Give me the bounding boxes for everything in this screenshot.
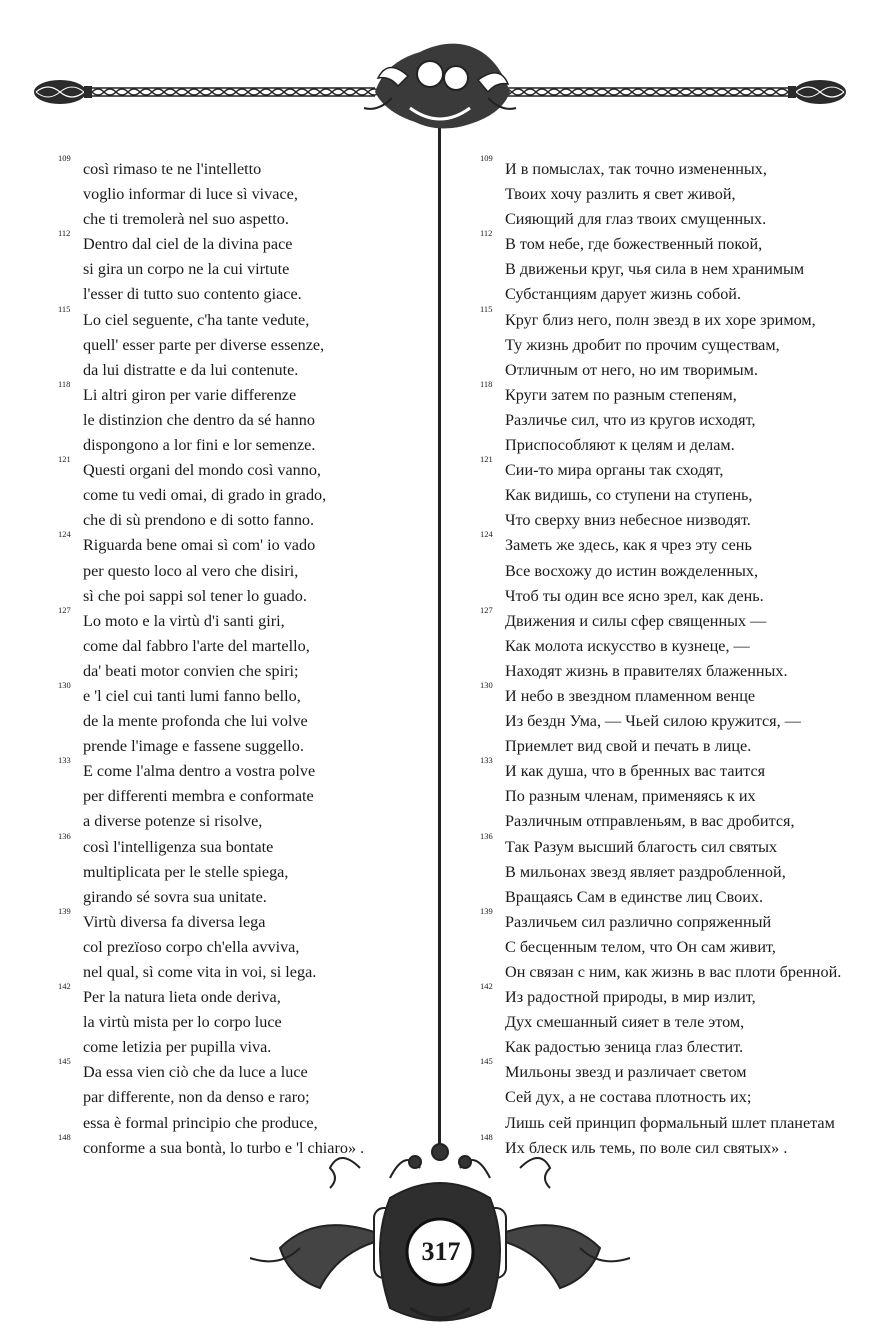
verse-text: Круг близ него, полн звезд в их хоре зримом, <box>505 310 816 329</box>
line-number: 109 <box>58 153 71 163</box>
left-braided-rod <box>92 88 380 96</box>
left-finial-icon <box>34 80 92 104</box>
verse-text: quell' esser parte per diverse essenze, <box>83 335 325 354</box>
verse-line <box>50 257 430 282</box>
verse-line <box>50 358 430 383</box>
verse-text: Приспособляют к целям и делам. <box>505 436 735 455</box>
line-number: 142 <box>58 981 71 992</box>
verse-line <box>472 679 852 709</box>
verse-text: Сияющий для глаз твоих смущенных. <box>505 210 767 229</box>
stanza <box>472 529 852 608</box>
verse-text: così rimaso te ne l'intelletto <box>83 160 262 178</box>
center-divider-rule <box>438 128 441 1158</box>
line-number: 118 <box>480 378 493 389</box>
verse-line <box>50 1010 430 1035</box>
verse-text: da lui distratte e da lui contenute. <box>83 360 299 379</box>
verse-line <box>472 1056 852 1085</box>
verse-text: Dentro dal ciel de la divina pace <box>83 235 293 254</box>
stanza <box>50 529 430 608</box>
verse-line <box>50 784 430 809</box>
verse-text: В движеньи круг, чья сила в нем хранимым <box>505 260 805 279</box>
verse-line <box>472 358 852 383</box>
verse-line <box>472 508 852 533</box>
verse-text: Как радостью зеница глаз блестит. <box>505 1038 744 1057</box>
verse-line <box>472 809 852 834</box>
verse-line <box>472 257 852 282</box>
verse-text: Все восхожу до истин вожделенных, <box>505 561 759 580</box>
verse-text: che di sù prendono e di sotto fanno. <box>83 511 315 530</box>
line-number: 121 <box>480 454 493 465</box>
line-number: 115 <box>58 303 71 314</box>
verse-line <box>50 454 430 483</box>
verse-line <box>472 659 852 684</box>
verse-text: Круги затем по разным степеням, <box>505 385 737 404</box>
verse-line <box>472 860 852 885</box>
verse-text: В мильонах звезд являет раздробленной, <box>505 862 786 881</box>
verse-line <box>472 885 852 910</box>
verse-text: per differenti membra e conformate <box>83 787 314 806</box>
verse-line <box>472 483 852 508</box>
verse-text: В том небе, где божественный покой, <box>505 235 763 254</box>
line-number: 109 <box>480 153 493 163</box>
verse-line <box>50 755 430 784</box>
verse-line <box>50 860 430 885</box>
verse-text: che ti tremolerà nel suo aspetto. <box>83 210 289 229</box>
verse-line <box>472 378 852 408</box>
verse-text: Различьем сил различно сопряженный <box>505 912 772 931</box>
verse-line <box>50 935 430 960</box>
verse-text: multiplicata per le stelle spiega, <box>83 862 289 881</box>
verse-text: И как душа, что в бренных вас таится <box>505 762 766 781</box>
stanza <box>50 1056 430 1135</box>
russian-column <box>472 153 852 1161</box>
verse-line <box>472 604 852 634</box>
verse-text: Lo moto e la virtù d'i santi giri, <box>83 611 285 630</box>
verse-line <box>472 454 852 483</box>
verse-line <box>50 809 430 834</box>
line-number: 145 <box>58 1056 71 1067</box>
stanza <box>472 228 852 307</box>
line-number: 139 <box>58 905 71 916</box>
verse-text: così l'intelligenza sua bontate <box>83 837 274 856</box>
verse-line <box>472 784 852 809</box>
line-number: 148 <box>58 1131 71 1142</box>
verse-text: Приемлет вид свой и печать в лице. <box>505 737 752 756</box>
verse-text: Отличным от него, но им творимым. <box>505 360 758 379</box>
line-number: 127 <box>58 604 71 615</box>
verse-line <box>50 529 430 558</box>
verse-line <box>50 508 430 533</box>
stanza <box>472 1056 852 1135</box>
line-number: 145 <box>480 1056 493 1067</box>
stanza <box>472 981 852 1060</box>
verse-line <box>50 408 430 433</box>
verse-text: sì che poi sappi sol tener lo guado. <box>83 586 307 605</box>
stanza <box>472 153 852 232</box>
stanza <box>50 905 430 985</box>
verse-line <box>50 604 430 634</box>
line-number: 148 <box>480 1131 493 1142</box>
right-braided-rod <box>500 88 788 96</box>
verse-line <box>50 153 430 182</box>
verse-line <box>50 483 430 508</box>
verse-line <box>472 1085 852 1110</box>
line-number: 112 <box>480 228 493 239</box>
line-number: 124 <box>480 529 493 540</box>
verse-text: a diverse potenze si risolve, <box>83 812 263 831</box>
line-number: 130 <box>58 679 71 690</box>
stanza <box>472 378 852 458</box>
verse-line <box>50 1085 430 1110</box>
verse-line <box>472 960 852 985</box>
verse-text: Ту жизнь дробит по прочим существам, <box>505 335 780 354</box>
verse-text: Из бездн Ума, — Чьей силою кружится, — <box>505 712 801 731</box>
stanza <box>50 604 430 684</box>
line-number: 142 <box>480 981 493 992</box>
verse-text: l'esser di tutto suo contento giace. <box>83 285 302 304</box>
verse-line <box>472 333 852 358</box>
verse-line <box>50 378 430 408</box>
stanza <box>50 830 430 910</box>
verse-text: Мильоны звезд и различает светом <box>505 1063 747 1082</box>
stanza <box>472 679 852 759</box>
italian-column <box>50 153 430 1161</box>
verse-text: Твоих хочу разлить я свет живой, <box>505 185 736 204</box>
verse-text: С бесценным телом, что Он сам живит, <box>505 937 776 956</box>
stanza <box>50 981 430 1060</box>
verse-line <box>472 1035 852 1060</box>
verse-line <box>50 679 430 709</box>
verse-line <box>50 559 430 584</box>
stanza <box>472 604 852 684</box>
verse-line <box>50 734 430 759</box>
verse-line <box>472 207 852 232</box>
stanza <box>50 755 430 834</box>
verse-text: Лишь сей принцип формальный шлет планетам <box>505 1113 835 1132</box>
verse-text: la virtù mista per lo corpo luce <box>83 1013 282 1032</box>
verse-text: Questi organi del mondo così vanno, <box>83 461 321 480</box>
verse-line <box>50 905 430 935</box>
verse-line <box>50 659 430 684</box>
page-number: 317 <box>421 1237 461 1266</box>
verse-text: Вращаясь Сам в единстве лиц Своих. <box>505 887 763 906</box>
verse-text: По разным членам, применяясь к их <box>505 787 756 806</box>
line-number: 136 <box>58 830 71 841</box>
verse-line <box>50 182 430 207</box>
verse-line <box>472 981 852 1010</box>
verse-line <box>50 1035 430 1060</box>
verse-text: Заметь же здесь, как я чрез эту сень <box>505 536 752 555</box>
line-number: 136 <box>480 830 493 841</box>
verse-text: Находят жизнь в правителях блаженных. <box>505 661 788 680</box>
verse-line <box>50 228 430 257</box>
line-number: 139 <box>480 905 493 916</box>
verse-line <box>472 1111 852 1136</box>
verse-text: voglio informar di luce sì vivace, <box>83 185 298 204</box>
verse-line <box>50 960 430 985</box>
verse-line <box>50 885 430 910</box>
line-number: 112 <box>58 228 71 239</box>
verse-text: Различье сил, что из кругов исходят, <box>505 410 756 429</box>
verse-text: И небо в звездном пламенном венце <box>505 686 756 705</box>
verse-text: come dal fabbro l'arte del martello, <box>83 636 310 655</box>
verse-text: И в помыслах, так точно измененных, <box>505 160 767 178</box>
verse-line <box>50 303 430 333</box>
verse-text: come letizia per pupilla viva. <box>83 1038 272 1057</box>
verse-text: Virtù diversa fa diversa lega <box>83 912 266 931</box>
verse-text: Riguarda bene omai sì com' io vado <box>83 536 316 555</box>
stanza <box>50 303 430 383</box>
verse-line <box>472 935 852 960</box>
verse-text: essa è formal principio che produce, <box>83 1113 318 1132</box>
verse-line <box>472 755 852 784</box>
verse-text: col prezïoso corpo ch'ella avviva, <box>83 937 300 956</box>
verse-text: Дух смешанный сияет в теле этом, <box>505 1013 745 1032</box>
verse-line <box>50 1056 430 1085</box>
verse-text: conforme a sua bontà, lo turbo e 'l chiaro» . <box>83 1138 365 1157</box>
line-number: 127 <box>480 604 493 615</box>
verse-line <box>472 282 852 307</box>
verse-text: Из радостной природы, в мир излит, <box>505 988 756 1007</box>
verse-line <box>472 830 852 860</box>
verse-text: Da essa vien ciò che da luce a luce <box>83 1063 308 1082</box>
verse-text: Так Разум высший благость сил святых <box>505 837 778 856</box>
verse-line <box>472 709 852 734</box>
stanza <box>50 454 430 533</box>
right-finial-icon <box>788 80 846 104</box>
verse-text: Как видишь, со ступени на ступень, <box>505 486 753 505</box>
verse-text: Движения и силы сфер священных — <box>505 611 767 630</box>
verse-line <box>50 709 430 734</box>
stanza <box>50 153 430 232</box>
verse-line <box>472 1010 852 1035</box>
verse-line <box>472 584 852 609</box>
verse-text: Субстанциям дарует жизнь собой. <box>505 285 742 304</box>
stanza <box>472 830 852 910</box>
verse-text: si gira un corpo ne la cui virtute <box>83 260 290 279</box>
verse-text: Их блеск иль темь, по воле сил святых» . <box>505 1138 788 1157</box>
verse-text: e 'l ciel cui tanti lumi fanno bello, <box>83 686 301 705</box>
verse-line <box>472 905 852 935</box>
verse-line <box>50 981 430 1010</box>
stanza <box>50 679 430 759</box>
stanza <box>472 905 852 985</box>
line-number: 130 <box>480 679 493 690</box>
verse-line <box>472 433 852 458</box>
verse-text: de la mente profonda che lui volve <box>83 712 308 731</box>
verse-text: dispongono a lor fini e lor semenze. <box>83 436 316 455</box>
line-number: 121 <box>58 454 71 465</box>
verse-line <box>472 634 852 659</box>
verse-text: prende l'image e fassene suggello. <box>83 737 304 756</box>
verse-line <box>472 303 852 333</box>
line-number: 124 <box>58 529 71 540</box>
verse-text: par differente, non da denso e raro; <box>83 1088 310 1107</box>
verse-text: nel qual, sì come vita in voi, si lega. <box>83 963 317 981</box>
verse-text: da' beati motor convien che spiri; <box>83 661 299 680</box>
verse-line <box>50 433 430 458</box>
verse-line <box>50 584 430 609</box>
line-number: 133 <box>58 755 71 766</box>
verse-line <box>50 333 430 358</box>
verse-text: Li altri giron per varie differenze <box>83 385 297 404</box>
verse-text: Per la natura lieta onde deriva, <box>83 988 281 1007</box>
verse-line <box>472 408 852 433</box>
verse-text: Lo ciel seguente, c'ha tante vedute, <box>83 310 310 329</box>
verse-text: Что сверху вниз небесное низводят. <box>505 511 751 530</box>
line-number: 115 <box>480 303 493 314</box>
verse-text: Сии-то мира органы так сходят, <box>505 461 724 480</box>
stanza <box>50 378 430 458</box>
stanza <box>472 755 852 834</box>
verse-line <box>472 153 852 182</box>
verse-text: E come l'alma dentro a vostra polve <box>83 762 316 781</box>
verse-line <box>472 228 852 257</box>
verse-line <box>50 634 430 659</box>
stanza <box>472 303 852 383</box>
verse-text: Чтоб ты один все ясно зрел, как день. <box>505 586 764 605</box>
stanza <box>50 228 430 307</box>
verse-text: come tu vedi omai, di grado in grado, <box>83 486 327 505</box>
verse-text: Он связан с ним, как жизнь в вас плоти бренной. <box>505 963 842 981</box>
verse-text: Как молота искусство в кузнеце, — <box>505 636 750 655</box>
verse-line <box>50 830 430 860</box>
verse-text: le distinzion che dentro da sé hanno <box>83 410 315 429</box>
verse-line <box>50 1111 430 1136</box>
verse-line <box>472 529 852 558</box>
cherub-cartouche-icon <box>364 44 516 129</box>
verse-line <box>472 182 852 207</box>
verse-text: Различным отправленьям, в вас дробится, <box>505 812 795 831</box>
verse-text: girando sé sovra sua unitate. <box>83 887 267 906</box>
verse-line <box>472 559 852 584</box>
verse-line <box>50 282 430 307</box>
verse-line <box>50 207 430 232</box>
line-number: 118 <box>58 378 71 389</box>
stanza <box>472 454 852 533</box>
line-number: 133 <box>480 755 493 766</box>
verse-text: per questo loco al vero che disiri, <box>83 561 299 580</box>
verse-text: Сей дух, а не состава плотность их; <box>505 1088 752 1107</box>
verse-line <box>472 734 852 759</box>
